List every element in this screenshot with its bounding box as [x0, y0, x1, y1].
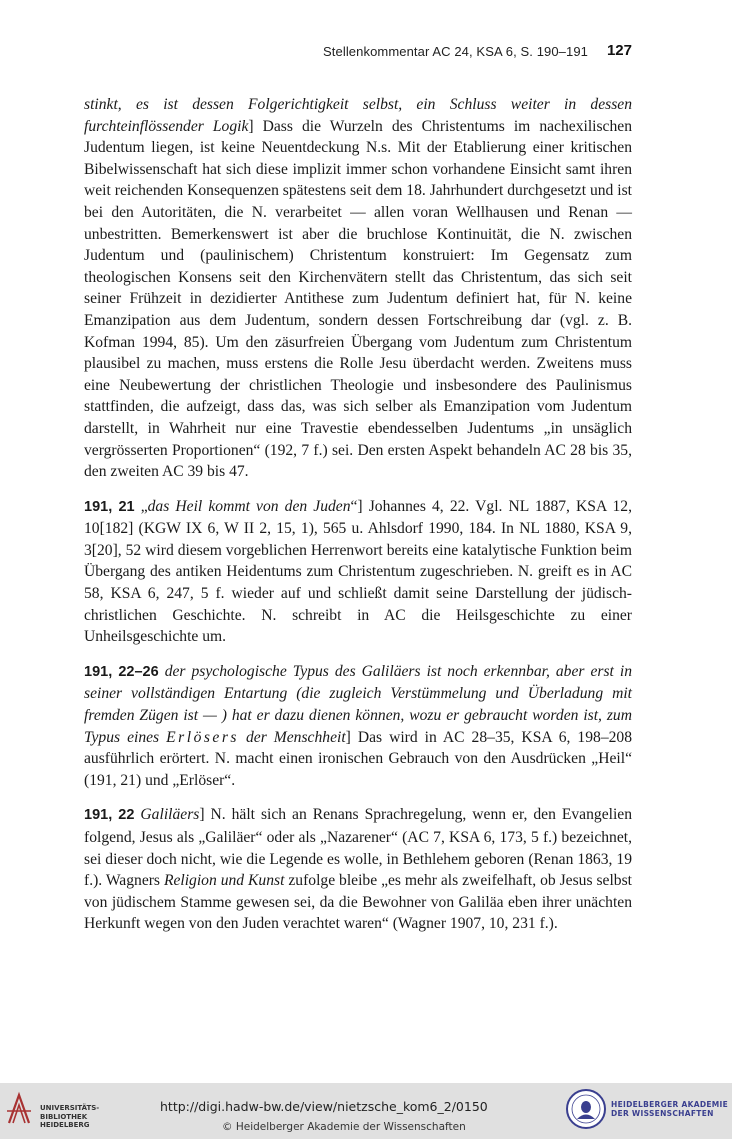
running-title: Stellenkommentar AC 24, KSA 6, S. 190–191: [323, 44, 588, 59]
lemma: Galiläers: [140, 806, 200, 824]
university-library-logo: [6, 1091, 116, 1131]
digitization-footer: [0, 1083, 732, 1139]
source-url-link[interactable]: http://digi.hadw-bw.de/view/nietzsche_kom6_2/0150: [160, 1099, 488, 1114]
commentary-entry: [84, 804, 632, 935]
academy-seal-icon: [565, 1088, 607, 1130]
lemma: das Heil kommt von den Juden: [147, 497, 351, 515]
academy-logo-text: HEIDELBERGER AKADEMIE DER WISSENSCHAFTEN: [611, 1100, 729, 1118]
commentary-entry: [84, 661, 632, 792]
library-logo-text: UNIVERSITÄTS- BIBLIOTHEK HEIDELBERG: [40, 1104, 100, 1129]
commentary-text: zufolge bleibe „es mehr als zweifelhaft, ob Jesus selbst von jüdischem Stamme gewesen sei, da die Bewohner von Galiläa eben ihrer unächten Herkunft wegen von den Juden verachtet waren“ (Wagner 1907, 10, 231 f.).: [84, 872, 632, 933]
line-reference: 191, 21: [84, 498, 135, 515]
lemma-spaced-word: Erlösers: [166, 728, 239, 746]
commentary-body: [84, 94, 632, 948]
commentary-entry: [84, 496, 632, 648]
copyright-notice: © Heidelberger Akademie der Wissenschaften: [222, 1121, 466, 1133]
running-header: [84, 42, 632, 64]
lemma: der psychologische Typus des Galiläers ist noch erkennbar, aber erst in seiner vollständigen Entartung (die zugleich Verstümmelung und Überladung mit fremden Zügen ist — ) hat er dazu dienen können, wozu er gebraucht worden ist, zum Typus eines: [84, 662, 632, 746]
page-number: 127: [606, 42, 632, 59]
commentary-paragraph: [84, 94, 632, 483]
line-reference: 191, 22–26: [84, 663, 159, 680]
commentary-text: ] N. hält sich an Renans Sprachregelung, wenn er, den Evangelien folgend, Jesus als „Galiläer“ oder als „Nazarener“ (AC 7, KSA 6, 173, 5 f.) bezeichnet, sei dieser doch nicht, wie die Legende es wolle, in Bethlehem geboren (Renan 1863, 19 f.). Wagners: [84, 806, 632, 890]
library-emblem-icon: [6, 1091, 32, 1125]
line-reference: 191, 22: [84, 807, 135, 824]
work-title: Religion und Kunst: [163, 872, 285, 890]
commentary-text: ] Das wird in AC 28–35, KSA 6, 198–208 ausführlich erörtert. N. macht einen ironischen Gebrauch von den Ausdrücken „Heil“ (191, 21) und „Erlöser“.: [84, 728, 633, 789]
commentary-text: “] Johannes 4, 22. Vgl. NL 1887, KSA 12, 10[182] (KGW IX 6, W II 2, 15, 1), 565 u. Ahlsdorf 1990, 184. In NL 1880, KSA 9, 3[20], 52 wird diesem vorgeblichen Herrenwort bereits eine katalytische Funktion beim Übergang des antiken Heidentums zum Christentum zugeschrieben. N. greift es in AC 58, KSA 6, 247, 5 f. wieder auf und schließt damit seine Darstellung der jüdisch-christlichen Geschichte. N. schreibt in AC die Heilsgeschichte zu einer Unheilsgeschichte um.: [84, 497, 632, 646]
opening-quote: „: [140, 497, 148, 515]
commentary-text: ] Dass die Wurzeln des Christentums im nachexilischen Judentum liegen, ist keine Neuentdeckung N.s. Mit der Etablierung einer kritischen Bibelwissenschaft hat sich diese implizit immer schon vorhandene Einsicht samt ihren weit reichenden Konsequenzen spätestens seit dem 18. Jahrhundert durchgesetzt und ist bei den Autoritäten, die N. verarbeitet — allen voran Wellhausen und Renan — unbestritten. Bemerkenswert ist aber die bruchlose Kontinuität, die N. zwischen Judentum und (paulinischem) Christentum konstruiert: Im Gegensatz zum theologischen Konsens seit den Kirchenvätern stellt das Christentum, das sich seit seiner Frühzeit in dezidierter Antithese zum Judentum definiert hat, für N. keine Emanzipation aus dem Judentum, sondern dessen Fortschreibung dar (vgl. z. B. Kofman 1994, 85). Um den zäsurfreien Übergang vom Judentum zum Christentum plausibel zu machen, muss erstens die Rolle Jesu überdacht werden. Zweitens muss eine Neubewertung der christlichen Theologie und insbesondere des Paulinismus stattfinden, die aufzeigt, dass das, was sich selber als Emanzipation vom Judentum darstellt, in Wahrheit nur eine Travestie ebendesselben Judentums „in unsäglich vergrösserten Proportionen“ (192, 7 f.) sei. Den ersten Aspekt behandeln AC 28 bis 35, den zweiten AC 39 bis 47.: [84, 117, 632, 481]
lemma: der Menschheit: [246, 728, 346, 746]
lemma: stinkt, es ist dessen Folgerichtigkeit selbst, ein Schluss weiter in dessen furchteinflössender Logik: [84, 96, 632, 135]
